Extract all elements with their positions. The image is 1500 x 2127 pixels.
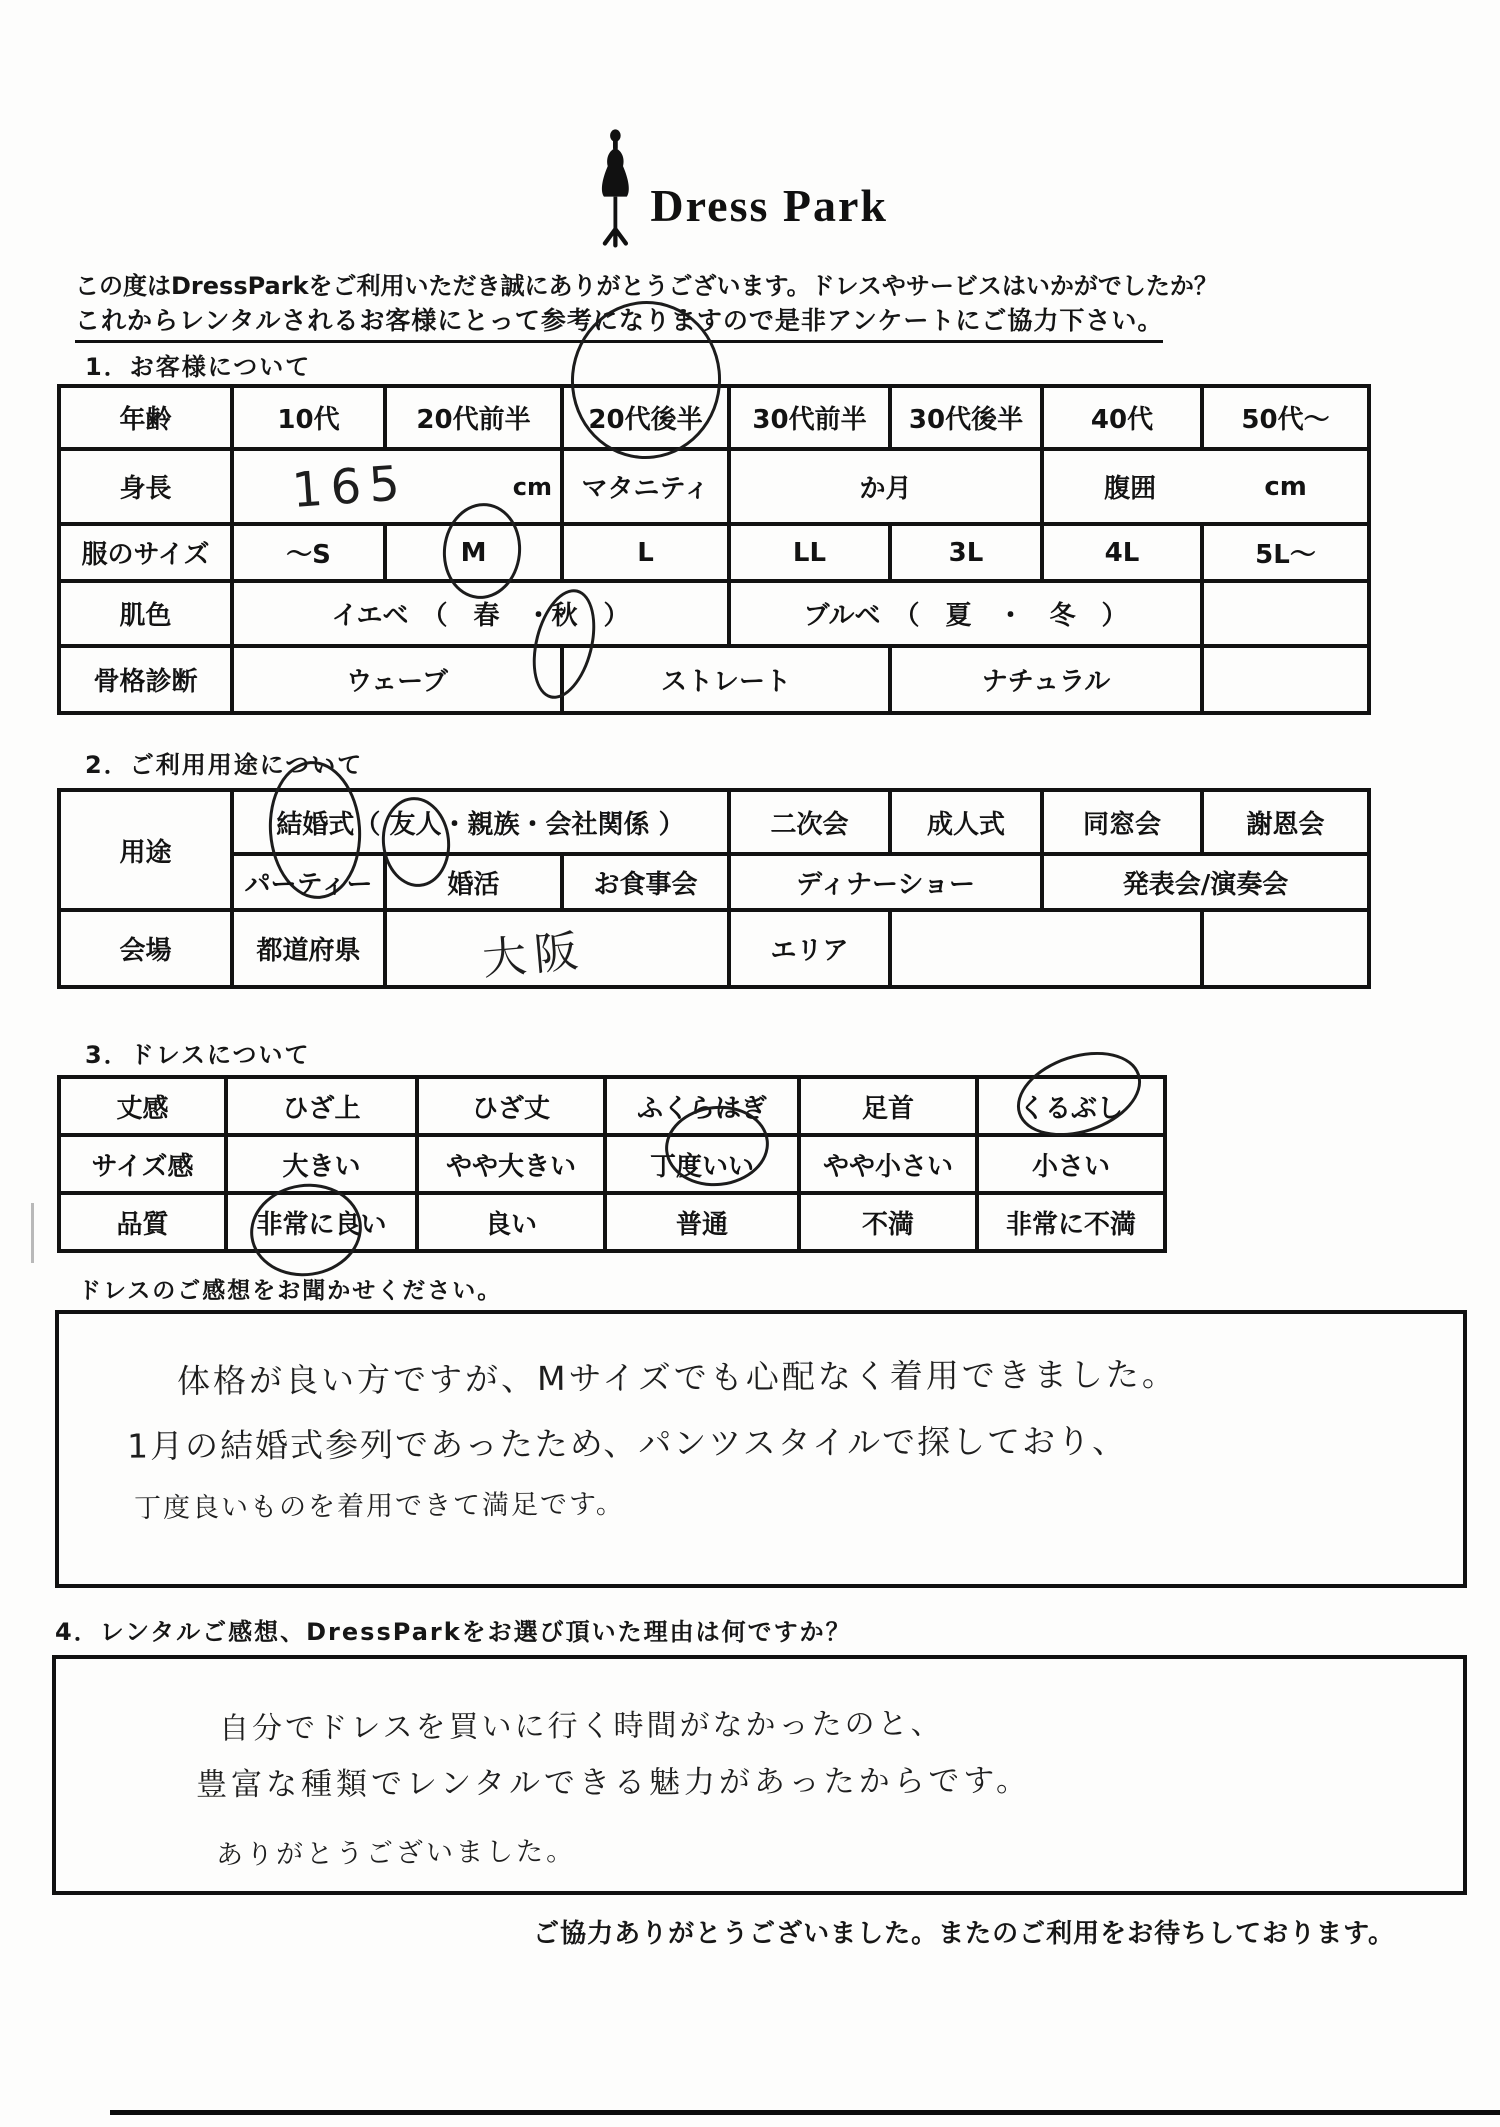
empty-cell (1202, 581, 1369, 646)
length-option: ひざ上 (226, 1077, 417, 1135)
wedding-paren-open: （ (354, 809, 381, 840)
wedding-selected: 結婚式 (276, 809, 355, 840)
quality-option: 非常に不満 (977, 1193, 1165, 1251)
scan-artifact-line (110, 2110, 1500, 2115)
purpose-label: 用途 (59, 790, 232, 910)
purpose-option: 成人式 (890, 790, 1042, 854)
skeleton-option: ウェーブ (232, 646, 562, 713)
age-option: 20代前半 (385, 386, 562, 449)
fit-option-label: 丁度いい (649, 1151, 754, 1182)
skin-yellow-prefix: イエベ （ 春 ・ (331, 601, 552, 631)
customer-info-table (57, 384, 1371, 715)
length-label: 丈感 (59, 1077, 226, 1135)
height-label: 身長 (59, 449, 232, 524)
fit-option: やや小さい (799, 1135, 977, 1193)
skeleton-label: 骨格診断 (59, 646, 232, 713)
length-option-selected (977, 1077, 1165, 1135)
length-option: ふくらはぎ (605, 1077, 799, 1135)
section4-heading: 4．レンタルご感想、DressParkをお選び頂いた理由は何ですか？ (55, 1618, 852, 1646)
waist-cell (1042, 449, 1369, 524)
wedding-guest-selected: 友人 (389, 809, 442, 840)
intro-line-1: この度はDressParkをご利用いただき誠にありがとうございます。ドレスやサービスはいかがでしたか？ (75, 272, 1218, 300)
area-label: エリア (729, 910, 890, 987)
size-option-selected (385, 524, 562, 581)
size-option: 4L (1042, 524, 1202, 581)
handwritten-comment-line: 1月の結婚式参列であったため、パンツスタイルで探しており、 (126, 1421, 1128, 1466)
usage-table (57, 788, 1371, 989)
waist-label: 腹囲 (1104, 474, 1157, 504)
section3-heading: 3．ドレスについて (85, 1041, 311, 1069)
purpose-option: 二次会 (729, 790, 890, 854)
purpose-option: お食事会 (562, 854, 729, 910)
dress-form-icon (594, 126, 636, 258)
handwritten-comment-line: ありがとうございました。 (215, 1836, 577, 1871)
venue-label: 会場 (59, 910, 232, 987)
size-label: 服のサイズ (59, 524, 232, 581)
quality-option-selected (226, 1193, 417, 1251)
purpose-option: 婚活 (385, 854, 562, 910)
age-option: 40代 (1042, 386, 1202, 449)
prefecture-value-cell (385, 910, 729, 987)
handwritten-comment-line: 豊富な種類でレンタルできる魅力があったからです。 (195, 1762, 1031, 1804)
dress-table (57, 1075, 1167, 1253)
wedding-rest: ・親族・会社関係 (441, 809, 650, 840)
closing-text: ご協力ありがとうございました。またのご利用をお待ちしております。 (533, 1919, 1395, 1949)
fit-option: 小さい (977, 1135, 1165, 1193)
logo-text: Dress Park (650, 180, 889, 231)
months-label: か月 (729, 449, 1042, 524)
age-option: 30代後半 (890, 386, 1042, 449)
fit-option: 大きい (226, 1135, 417, 1193)
maternity-label: マタニティ (562, 449, 729, 524)
wedding-paren-close: ） (658, 809, 685, 840)
dress-comment-box (55, 1310, 1467, 1588)
age-option: 50代～ (1202, 386, 1369, 449)
age-option-label: 20代後半 (588, 405, 703, 435)
quality-option: 良い (417, 1193, 605, 1251)
length-option: ひざ丈 (417, 1077, 605, 1135)
scan-artifact-mark (31, 1203, 34, 1263)
size-option: 3L (890, 524, 1042, 581)
handwritten-comment-line: 自分でドレスを買いに行く時間がなかったのと、 (218, 1706, 944, 1747)
empty-cell (1202, 646, 1369, 713)
waist-unit: cm (1264, 471, 1307, 502)
dress-comment-prompt: ドレスのご感想をお聞かせください。 (78, 1278, 503, 1304)
age-option: 30代前半 (729, 386, 890, 449)
prefecture-handwritten-value: 大阪 (480, 925, 589, 986)
quality-option: 普通 (605, 1193, 799, 1251)
fit-option: やや大きい (417, 1135, 605, 1193)
logo (594, 126, 888, 258)
size-option: 5L～ (1202, 524, 1369, 581)
intro-line-2: これからレンタルされるお客様にとって参考になりますので是非アンケートにご協力下さい。 (75, 301, 1163, 343)
purpose-option: パーティー (232, 854, 385, 910)
prefecture-label: 都道府県 (232, 910, 385, 987)
skin-autumn-selected: 秋 (551, 601, 578, 631)
skin-yellow-cell (232, 581, 729, 646)
size-option: LL (729, 524, 890, 581)
section1-heading: 1．お客様について (85, 353, 312, 381)
handwritten-comment-line: 丁度良いものを着用できて満足です。 (133, 1488, 625, 1525)
length-option-label: くるぶし (1018, 1093, 1123, 1124)
size-option: ～S (232, 524, 385, 581)
height-value-cell (232, 449, 562, 524)
handwritten-comment-line: 体格が良い方ですが、Mサイズでも心配なく着用できました。 (176, 1354, 1178, 1401)
quality-option-label: 非常に良い (256, 1209, 387, 1240)
fit-option-selected (605, 1135, 799, 1193)
rental-comment-box (52, 1655, 1467, 1895)
age-option-selected (562, 386, 729, 449)
size-option: L (562, 524, 729, 581)
age-label: 年齢 (59, 386, 232, 449)
section2-heading: 2．ご利用用途について (85, 751, 364, 779)
fit-label: サイズ感 (59, 1135, 226, 1193)
purpose-option: 発表会/演奏会 (1042, 854, 1369, 910)
purpose-wedding-cell (232, 790, 729, 854)
skin-blue-cell: ブルベ （ 夏 ・ 冬 ） (729, 581, 1202, 646)
height-unit: cm (512, 472, 552, 501)
skin-yellow-suffix: ） (577, 601, 630, 631)
skeleton-option: ストレート (562, 646, 890, 713)
empty-cell (1202, 910, 1369, 987)
skin-label: 肌色 (59, 581, 232, 646)
length-option: 足首 (799, 1077, 977, 1135)
age-option: 10代 (232, 386, 385, 449)
area-value-cell (890, 910, 1202, 987)
purpose-option: ディナーショー (729, 854, 1042, 910)
purpose-option: 謝恩会 (1202, 790, 1369, 854)
height-handwritten-value: 165 (290, 454, 410, 519)
quality-label: 品質 (59, 1193, 226, 1251)
purpose-option: 同窓会 (1042, 790, 1202, 854)
skeleton-option: ナチュラル (890, 646, 1202, 713)
quality-option: 不満 (799, 1193, 977, 1251)
size-option-label: M (460, 537, 487, 568)
